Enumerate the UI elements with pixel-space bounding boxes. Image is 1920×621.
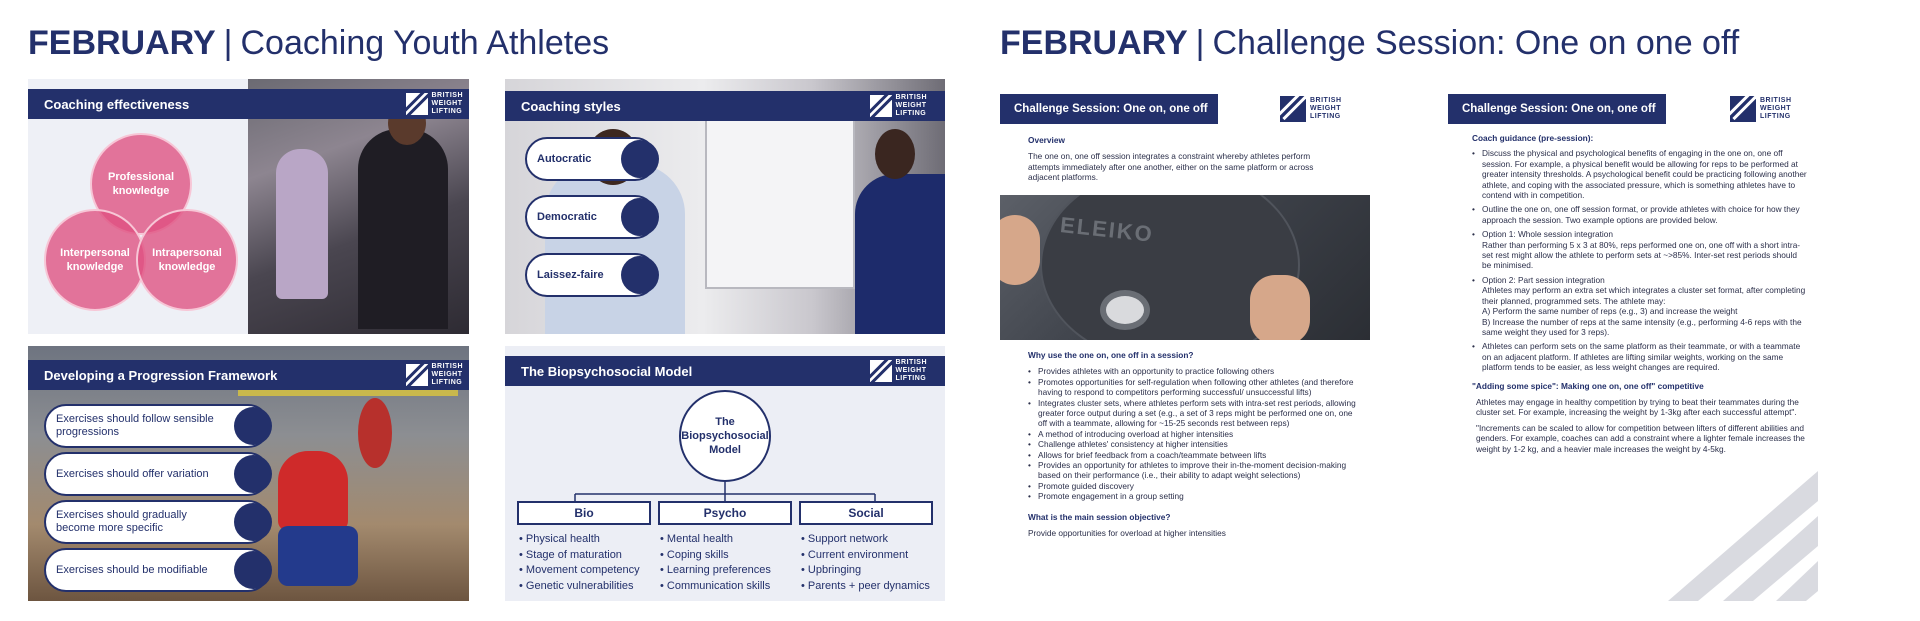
venn-intrapersonal: [136, 209, 238, 311]
guidance-tag: (pre-session):: [1538, 133, 1594, 143]
logo-line: WEIGHT: [895, 367, 927, 374]
bwl-mark-icon: [1730, 96, 1756, 122]
spice-text: Athletes may engage in healthy competition by trying to beat their teammates during the cluster set. For example, increasing the weight by 1-3kg after each successful attempt".: [1476, 396, 1799, 418]
british-weight-lifting-logo: [406, 92, 464, 116]
document-title: Challenge Session: One on, one off: [1014, 103, 1208, 115]
spice-text: "Increments can be scaled to allow for competition between lifters of different abilities and genders. For example, coaches can add a constraint where a lighter female increases the weight by 1-2 kg, and a heavier male increases the weight by 4-5kg.: [1476, 422, 1805, 454]
progression-label: Exercises should follow sensible progressions: [56, 413, 214, 438]
model-box-label: Psycho: [703, 506, 747, 520]
slide-title: Coaching styles: [521, 98, 621, 114]
british-weight-lifting-logo: [1280, 96, 1342, 122]
logo-line: WEIGHT: [431, 100, 463, 107]
bwl-mark-icon: [1280, 96, 1306, 122]
slide-biopsychosocial: [505, 346, 945, 601]
bwl-mark-icon: [870, 95, 892, 117]
list-item: • Learning preferences: [660, 563, 771, 579]
pill-dot: [621, 198, 659, 236]
why-section: [1028, 350, 1363, 539]
objective-text: Provide opportunities for overload at higher intensities: [1028, 528, 1226, 539]
model-center-label: The Biopsychosocial Model: [681, 416, 769, 456]
logo-line: LIFTING: [895, 110, 927, 117]
heading-topic: Challenge Session: One on one off: [1212, 24, 1740, 62]
slide-coaching-effectiveness: [28, 79, 469, 334]
logo-line: LIFTING: [895, 375, 927, 382]
decorative-stripes: [1668, 471, 1818, 601]
pill-dot: [621, 256, 659, 294]
social-list: [801, 532, 930, 594]
logo-line: BRITISH: [431, 363, 463, 370]
bwl-mark-icon: [406, 364, 428, 386]
british-weight-lifting-logo: [1730, 96, 1792, 122]
style-pill-autocratic: [525, 137, 657, 181]
guidance-item: • Discuss the physical and psychological benefits of engaging in the one on, one off session. For example, a physical benefit would be allowing for reps to be performed at greater intensity thresholds. A psychological benefit could be practicing following another athlete, and coping with the associated pressure, which is something athletes have to contend with in competition.: [1472, 148, 1807, 200]
guidance-heading: Coach guidance: [1472, 133, 1537, 143]
list-item: • Current environment: [801, 548, 930, 564]
slide-coaching-styles: [505, 79, 945, 334]
list-item: • Mental health: [660, 532, 771, 548]
slide-title-bar: [28, 360, 469, 390]
list-item: • Physical health: [519, 532, 640, 548]
why-heading: Why use the one on, one off in a session?: [1028, 350, 1194, 360]
why-item: • A method of introducing overload at higher intensities: [1028, 429, 1363, 439]
logo-line: LIFTING: [431, 379, 463, 386]
progression-label: Exercises should gradually become more specific: [56, 509, 187, 534]
heading-month: FEBRUARY: [1000, 24, 1188, 62]
model-box-psycho: [658, 501, 792, 525]
venn-interpersonal: [44, 209, 146, 311]
progression-label: Exercises should be modifiable: [56, 563, 208, 576]
list-item: • Parents + peer dynamics: [801, 579, 930, 595]
style-pill-democratic: [525, 195, 657, 239]
why-item: • Promotes opportunities for self-regulation when following other athletes (and therefore having to respond to competitors performing successful/ unsuccessful lifts): [1028, 377, 1363, 398]
list-item: • Stage of maturation: [519, 548, 640, 564]
logo-line: LIFTING: [431, 108, 463, 115]
bio-list: [519, 532, 640, 594]
pill-dot: [234, 503, 272, 541]
psycho-list: [660, 532, 771, 594]
slide-title: The Biopsychosocial Model: [521, 363, 693, 379]
list-item: • Genetic vulnerabilities: [519, 579, 640, 595]
logo-line: WEIGHT: [895, 102, 927, 109]
logo-line: WEIGHT: [1760, 105, 1791, 112]
guidance-item: • Outline the one on, one off session format, or provide athletes with choice for how they approach the session. Two example options are provided below.: [1472, 204, 1807, 225]
slide-title: Coaching effectiveness: [44, 96, 190, 112]
weight-plate-photo: [1000, 195, 1370, 340]
logo-line: WEIGHT: [1310, 105, 1341, 112]
model-box-bio: [517, 501, 651, 525]
heading-topic: Coaching Youth Athletes: [240, 24, 610, 62]
document-page-right: [1448, 79, 1818, 601]
pill-dot: [621, 140, 659, 178]
model-box-label: Bio: [574, 506, 594, 520]
overview-section: [1028, 135, 1338, 183]
progression-pill: [44, 548, 270, 592]
venn-label: Interpersonal knowledge: [60, 247, 130, 273]
logo-line: WEIGHT: [431, 371, 463, 378]
why-item: • Allows for brief feedback from a coach/teammate between lifts: [1028, 450, 1363, 460]
why-item: • Provides an opportunity for athletes to improve their in-the-moment decision-making based on their performance (i.e., their ability to adapt weight selections): [1028, 460, 1363, 481]
logo-line: LIFTING: [1760, 113, 1791, 120]
document-title-bar: [1448, 94, 1666, 124]
logo-line: BRITISH: [895, 94, 927, 101]
why-item: • Provides athletes with an opportunity to practice following others: [1028, 366, 1363, 376]
venn-label: Intrapersonal knowledge: [152, 247, 222, 273]
slide-title: Developing a Progression Framework: [44, 367, 278, 383]
list-item: • Movement competency: [519, 563, 640, 579]
pill-dot: [234, 407, 272, 445]
document-page-left: [1000, 79, 1370, 601]
right-page-heading: [1000, 24, 1739, 63]
list-item: • Coping skills: [660, 548, 771, 564]
progression-pill: [44, 500, 270, 544]
list-item: • Communication skills: [660, 579, 771, 595]
style-label: Autocratic: [537, 152, 592, 165]
guidance-item: • Athletes can perform sets on the same platform as their teammate, or with a teammate on an adjacent platform. If athletes are lifting similar weights, working on the same platform tends to be easier, as less weight changes are required.: [1472, 341, 1807, 372]
objective-heading: What is the main session objective?: [1028, 511, 1171, 522]
style-pill-laissez-faire: [525, 253, 657, 297]
why-item: • Integrates cluster sets, where athletes perform sets with intra-set rest periods, allowing greater force output during a set (e.g., a set of 3 reps might be performed one on, one off with a teammate, allowing for ~15-25 seconds rest between reps): [1028, 398, 1363, 429]
list-item: • Upbringing: [801, 563, 930, 579]
overview-text: The one on, one off session integrates a constraint whereby athletes perform attempts immediately after one another, either on the same platform or across adjacent platforms.: [1028, 151, 1314, 183]
style-label: Democratic: [537, 210, 597, 223]
venn-label: Professional knowledge: [107, 171, 175, 197]
british-weight-lifting-logo: [406, 363, 464, 387]
progression-label: Exercises should offer variation: [56, 467, 209, 480]
pill-dot: [234, 551, 272, 589]
left-page-heading: [28, 24, 609, 63]
why-item: • Challenge athletes' consistency at higher intensities: [1028, 439, 1363, 449]
slide-progression-framework: [28, 346, 469, 601]
style-label: Laissez-faire: [537, 268, 604, 281]
list-item: • Support network: [801, 532, 930, 548]
plate-brand: ELEIKO: [1059, 212, 1156, 247]
heading-separator: |: [1195, 24, 1205, 62]
guidance-section: [1472, 133, 1807, 454]
why-item: • Promote guided discovery: [1028, 481, 1363, 491]
progression-pill: [44, 404, 270, 448]
why-item: • Promote engagement in a group setting: [1028, 491, 1363, 501]
heading-separator: |: [223, 24, 233, 62]
slide-title-bar: [28, 89, 469, 119]
guidance-item: • Option 1: Whole session integration Rather than performing 5 x 3 at 80%, reps performed one on, one off with a short intra-set rest might allow the athlete to perform sets at ~>85%. Inter-set rest periods should be minimised.: [1472, 229, 1807, 271]
logo-line: BRITISH: [895, 359, 927, 366]
overview-heading: Overview: [1028, 135, 1065, 145]
logo-line: BRITISH: [1310, 97, 1342, 104]
guidance-item: • Option 2: Part session integration Athletes may perform an extra set which integrates a cluster set format, after completing their planned, programmed sets. The athlete may: A) Perform the same number of reps (e.g., 3) and increase the weight B) Increase the number of reps at the same intensity (e.g., performing 4-6 reps with the same weight they used for 3 reps).: [1472, 275, 1807, 337]
document-title-bar: [1000, 94, 1218, 124]
bwl-mark-icon: [406, 93, 428, 115]
model-box-label: Social: [848, 506, 884, 520]
pill-dot: [234, 455, 272, 493]
document-title: Challenge Session: One on, one off: [1462, 103, 1656, 115]
logo-line: LIFTING: [1310, 113, 1341, 120]
logo-line: BRITISH: [1760, 97, 1792, 104]
model-box-social: [799, 501, 933, 525]
progression-pill: [44, 452, 270, 496]
british-weight-lifting-logo: [870, 94, 928, 118]
spice-heading: "Adding some spice": Making one on, one off" competitive: [1472, 380, 1704, 391]
logo-line: BRITISH: [431, 92, 463, 99]
heading-month: FEBRUARY: [28, 24, 216, 62]
